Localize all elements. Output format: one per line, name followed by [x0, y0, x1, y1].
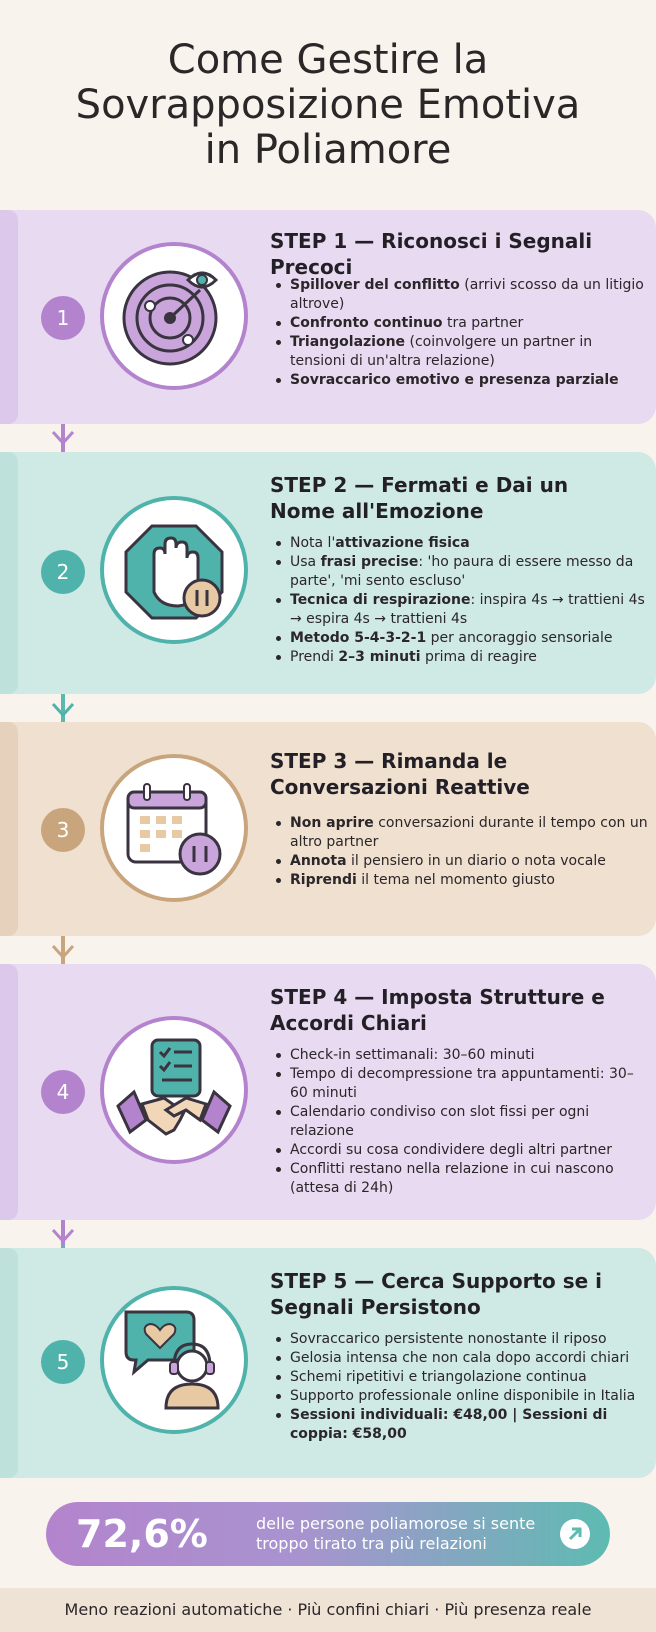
step-bullets-1 — [270, 276, 650, 390]
step-number-badge-5: 5 — [41, 1340, 85, 1384]
footer-tagline: Meno reazioni automatiche · Più confini chiari · Più presenza reale — [0, 1588, 656, 1632]
support-headset-icon — [100, 1286, 248, 1434]
step-bullets-3 — [270, 814, 650, 890]
list-item: Check-in settimanali: 30–60 minuti — [290, 1046, 650, 1065]
list-item: Accordi su cosa condividere degli altri partner — [290, 1141, 650, 1160]
step-bullets-2 — [270, 534, 650, 667]
list-item: Sessioni individuali: €48,00 | Sessioni di coppia: €58,00 — [290, 1406, 650, 1444]
stop-hand-icon — [100, 496, 248, 644]
list-item: Usa frasi precise: 'ho paura di essere messo da parte', 'mi sento escluso' — [290, 553, 650, 591]
arrow-up-right-icon[interactable] — [560, 1519, 590, 1549]
chevron-down-icon — [51, 1228, 75, 1244]
chevron-down-icon — [51, 430, 75, 446]
step-left-bar — [0, 210, 18, 424]
page-title — [0, 38, 656, 173]
list-item: Tempo di decompressione tra appuntamenti: 30–60 minuti — [290, 1065, 650, 1103]
step-bullets-4 — [270, 1046, 650, 1198]
list-item: Riprendi il tema nel momento giusto — [290, 871, 650, 890]
list-item: Metodo 5-4-3-2-1 per ancoraggio sensoriale — [290, 629, 650, 648]
list-item: Conflitti restano nella relazione in cui nascono (attesa di 24h) — [290, 1160, 650, 1198]
title-line: Sovrapposizione Emotiva — [75, 82, 581, 128]
step-title-1: STEP 1 — Riconosci i Segnali Precoci — [270, 229, 593, 279]
step-title-3: STEP 3 — Rimanda le Conversazioni Reattive — [270, 749, 530, 799]
step-number-badge-3: 3 — [41, 808, 85, 852]
step-number-badge-4: 4 — [41, 1070, 85, 1114]
stat-percentage: 72,6% — [76, 1512, 208, 1556]
list-item: Supporto professionale online disponibile in Italia — [290, 1387, 650, 1406]
list-item: Sovraccarico persistente nonostante il riposo — [290, 1330, 650, 1349]
list-item: Gelosia intensa che non cala dopo accordi chiari — [290, 1349, 650, 1368]
list-item: Spillover del conflitto (arrivi scosso da un litigio altrove) — [290, 276, 650, 314]
list-item: Triangolazione (coinvolgere un partner in tensioni di un'altra relazione) — [290, 333, 650, 371]
step-left-bar — [0, 964, 18, 1220]
title-line: Come Gestire la — [167, 37, 489, 83]
step-left-bar — [0, 452, 18, 694]
step-bullets-5 — [270, 1330, 650, 1444]
step-left-bar — [0, 722, 18, 936]
step-title-4: STEP 4 — Imposta Strutture e Accordi Chiari — [270, 985, 605, 1035]
list-item: Schemi ripetitivi e triangolazione continua — [290, 1368, 650, 1387]
step-title-5: STEP 5 — Cerca Supporto se i Segnali Persistono — [270, 1269, 603, 1319]
list-item: Annota il pensiero in un diario o nota vocale — [290, 852, 650, 871]
radar-eye-icon — [100, 242, 248, 390]
stat-text: delle persone poliamorose si sente troppo tirato tra più relazioni — [256, 1514, 536, 1553]
list-item: Prendi 2–3 minuti prima di reagire — [290, 648, 650, 667]
chevron-down-icon — [51, 702, 75, 718]
stat-banner — [46, 1502, 610, 1566]
list-item: Non aprire conversazioni durante il tempo con un altro partner — [290, 814, 650, 852]
list-item: Tecnica di respirazione: inspira 4s → trattieni 4s → espira 4s → trattieni 4s — [290, 591, 650, 629]
step-number-badge-1: 1 — [41, 296, 85, 340]
list-item: Calendario condiviso con slot fissi per ogni relazione — [290, 1103, 650, 1141]
chevron-down-icon — [51, 944, 75, 960]
step-left-bar — [0, 1248, 18, 1478]
step-number-badge-2: 2 — [41, 550, 85, 594]
list-item: Confronto continuo tra partner — [290, 314, 650, 333]
calendar-pause-icon — [100, 754, 248, 902]
list-item: Nota l'attivazione fisica — [290, 534, 650, 553]
list-item: Sovraccarico emotivo e presenza parziale — [290, 371, 650, 390]
step-title-2: STEP 2 — Fermati e Dai un Nome all'Emozione — [270, 473, 569, 523]
handshake-checklist-icon — [100, 1016, 248, 1164]
title-line: in Poliamore — [204, 127, 452, 173]
